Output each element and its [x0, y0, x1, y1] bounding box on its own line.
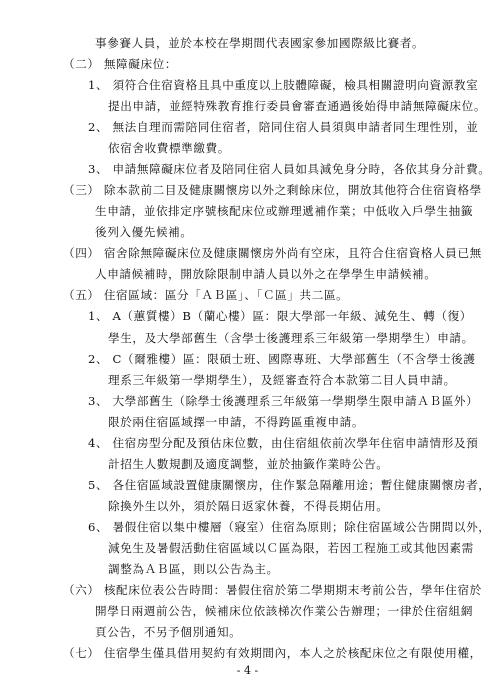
text-line: 理系三年級第一學期學生），及經審查符合本款第二目人員申請。 [108, 372, 456, 387]
text-line: 後列入優先候補。 [95, 225, 193, 240]
list-item-4: 4、 住宿房型分配及預估床位數，由住宿組依前次學年住宿申請情形及預 [88, 435, 479, 450]
list-item-6: 6、 暑假住宿以集中樓層（寢室）住宿為原則；除住宿區域公告開問以外， [88, 519, 491, 534]
section-heading-6: （六） 核配床位表公告時間：暑假住宿於第二學期期末考前公告，學年住宿於 [63, 582, 482, 597]
text-line: 生申請，並依排定序號核配床位或辦理遞補作業；中低收入戶學生抽籤 [95, 204, 474, 219]
list-item-5: 5、 各住宿區域設置健康關懷房，住作緊急隔離用途；暫住健康關懷房者， [88, 477, 491, 492]
list-item-3: 3、 申請無障礙床位者及陪同住宿人員如具減免身分時，各依其身分計費。 [88, 162, 491, 177]
text-line: 調整為ＡＢ區，則以公告為主。 [108, 561, 279, 576]
text-line: 頁公告，不另予個別通知。 [95, 625, 242, 639]
list-item-2: 2、 C（爾雅樓）區：限碩士班、國際專班、大學部舊生（不含學士後護 [88, 351, 476, 366]
list-item-3: 3、 大學部舊生（除學士後護理系三年級第一學期學生限申請ＡＢ區外） [88, 393, 479, 408]
text-line: 提出申請，並經特殊教育推行委員會審查通過後始得申請無障礙床位。 [108, 99, 487, 114]
list-item-1: 1、 須符合住宿資格且具中重度以上肢體障礙，檢具相關證明向資源教室 [88, 78, 479, 93]
text-line: 減免生及暑假活動住宿區域以Ｃ區為限，若因工程施工或其他因素需 [108, 540, 474, 555]
section-heading-4: （四） 宿舍除無障礙床位及健康關懷房外尚有空床，且符合住宿資格人員已無 [63, 246, 482, 261]
text-line: 限於兩住宿區域擇一申請，不得跨區重複申請。 [108, 414, 365, 429]
text-line: 依宿舍收費標準繳費。 [108, 141, 230, 156]
text-line: 開學日兩週前公告，候補床位依該梯次作業公告辦理；一律於住宿組網 [95, 603, 474, 618]
list-item-1: 1、 A（蕙質樓）B（蘭心樓）區：限大學部一年級、減免生、轉（復） [88, 309, 472, 324]
section-heading-2: （二） 無障礙床位： [63, 57, 178, 71]
list-item-2: 2、 無法自理而需陪同住宿者，陪同住宿人員須與申請者同生理性別，並 [88, 120, 479, 135]
section-heading-3: （三） 除本款前二目及健康關懷房以外之剩餘床位，開放其他符合住宿資格學 [63, 183, 482, 198]
page-number: - 4 - [236, 664, 259, 677]
section-heading-7: （七） 住宿學生僅具借用契約有效期間內，本人之於核配床位之有限使用權， [63, 646, 482, 660]
section-heading-5: （五） 住宿區域：區分「ＡＢ區」、「Ｃ區」共二區。 [63, 288, 349, 303]
text-line: 人申請候補時，開放除限制申請人員以外之在學學生申請候補。 [95, 267, 437, 282]
text-line: 事參賽人員，並於本校在學期間代表國家參加國際級比賽者。 [95, 36, 425, 50]
text-line: 除換外生以外，須於隔日返家休養，不得長期佔用。 [108, 498, 389, 513]
text-line: 計招生人數規劃及適度調整，並於抽籤作業時公告。 [108, 456, 389, 471]
text-line: 學生，及大學部舊生（含學士後護理系三年級第一學期學生）申請。 [108, 330, 474, 345]
